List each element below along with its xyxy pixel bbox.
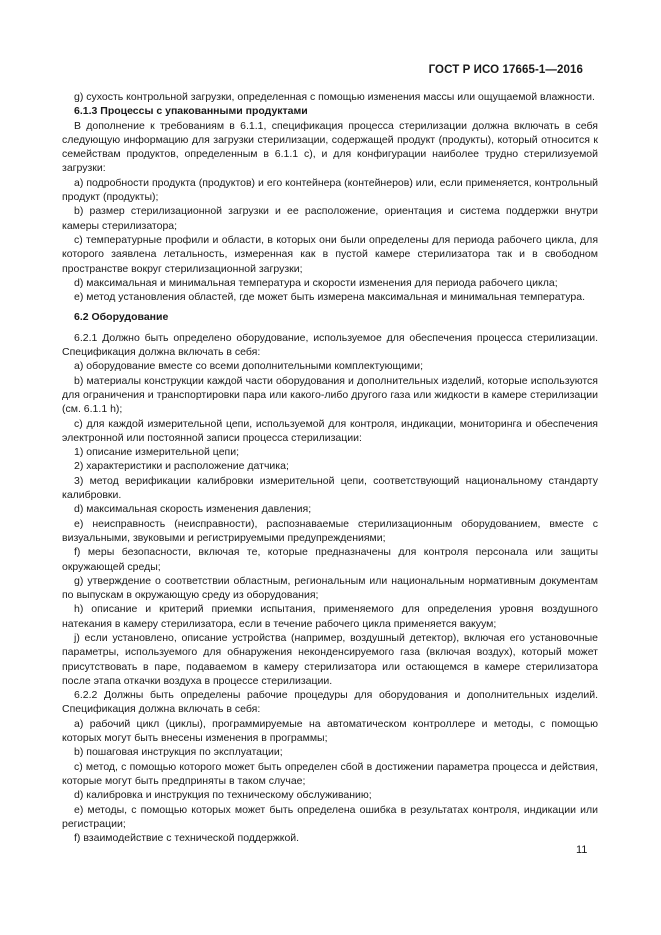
- paragraph: f) взаимодействие с технической поддержкой.: [74, 832, 300, 845]
- paragraph: d) максимальная и минимальная температура и скорости изменения для периода рабочего цикла;: [74, 276, 558, 289]
- paragraph: f) меры безопасности, включая те, которые предназначены для контроля персонала или защиты окружающей среды;: [62, 546, 598, 573]
- paragraph: 6.2.2 Должны быть определены рабочие процедуры для оборудования и дополнительных изделий. Спецификация должна включать в себя:: [62, 689, 598, 716]
- paragraph: 6.2.1 Должно быть определено оборудование, используемое для обеспечения процесса стерилизации. Спецификация должна включать в себя:: [62, 331, 598, 359]
- page-number: 11: [576, 844, 588, 856]
- paragraph: a) рабочий цикл (циклы), программируемые на автоматическом контроллере и методы, с помощью которых могут быть внесены изменения в программы;: [62, 717, 598, 745]
- section-heading: 6.1.3 Процессы с упакованными продуктами: [74, 105, 308, 118]
- paragraph: В дополнение к требованиям в 6.1.1, спецификация процесса стерилизации должна включать в себя следующую информацию для загрузки стерилизации, содержащей продукт (продукты), который относится к семействам продуктов, определенным в 6.1.1 c), и для конфигурации наиболее трудно стерилизуемой загрузки:: [62, 119, 598, 175]
- paragraph: a) подробности продукта (продуктов) и его контейнера (контейнеров) или, если применяется, контрольный продукт (продукты);: [62, 176, 598, 204]
- paragraph: e) метод установления областей, где может быть измерена максимальная и минимальная температура.: [74, 291, 585, 304]
- paragraph: d) максимальная скорость изменения давления;: [74, 503, 312, 516]
- paragraph: c) температурные профили и области, в которых они были определены для периода рабочего цикла, для которого заявлена летальность, измеренная как в пустой камере стерилизатора так и в свободном пространстве вокруг стерилизационной загрузки;: [62, 233, 598, 275]
- paragraph: e) неисправность (неисправности), распознаваемые стерилизационным оборудованием, вместе с визуальными, звуковыми и регистрируемыми предупреждениями;: [62, 517, 598, 544]
- paragraph: j) если установлено, описание устройства (например, воздушный детектор), включая его установочные параметры, используемого для обнаружения неконденсируемого газа (включая воздух), который может присутствовать в паре, подаваемом в камеру стерилизатора или остающемся в камере стерилизатора после этапа откачки воздуха в процессе стерилизации.: [62, 631, 598, 687]
- paragraph: 3) метод верификации калибровки измерительной цепи, соответствующий национальному стандарту калибровки.: [62, 474, 598, 502]
- paragraph: a) оборудование вместе со всеми дополнительными комплектующими;: [74, 360, 424, 373]
- paragraph: e) методы, с помощью которых может быть определена ошибка в результатах контроля, индикации или регистрации;: [62, 803, 598, 830]
- paragraph: 2) характеристики и расположение датчика;: [74, 460, 289, 473]
- paragraph: g) сухость контрольной загрузки, определенная с помощью изменения массы или ощущаемой влажности.: [74, 91, 595, 103]
- paragraph: b) пошаговая инструкция по эксплуатации;: [74, 746, 283, 759]
- paragraph: d) калибровка и инструкция по техническому обслуживанию;: [74, 789, 372, 802]
- document-body: [62, 90, 598, 845]
- paragraph: 1) описание измерительной цепи;: [74, 446, 240, 459]
- paragraph: b) размер стерилизационной загрузки и ее расположение, ориентация и система поддержки внутри камеры стерилизатора;: [62, 205, 598, 232]
- section-heading: 6.2 Оборудование: [74, 311, 169, 324]
- paragraph: h) описание и критерий приемки испытания, применяемого для определения уровня воздушного натекания в камеру стерилизатора, если в течение рабочего цикла применяется вакуум;: [62, 603, 598, 630]
- paragraph: c) для каждой измерительной цепи, используемой для контроля, индикации, мониторинга и обеспечения электронной или постоянной записи процесса стерилизации:: [62, 417, 598, 444]
- paragraph: g) утверждение о соответствии областным, региональным или национальным нормативным документам по выпускам в окружающую среду из оборудования;: [62, 574, 598, 602]
- paragraph: c) метод, с помощью которого может быть определен сбой в достижении параметра процесса и действия, которые могут быть предприняты в таком случае;: [62, 760, 598, 787]
- document-header: ГОСТ Р ИСО 17665-1—2016: [428, 64, 583, 76]
- paragraph: b) материалы конструкции каждой части оборудования и дополнительных изделий, которые используются для ограничения и транспортировки пара или какого-либо другого газа или жидкости в камере стерилизации (см. 6.1.1 h);: [62, 374, 598, 416]
